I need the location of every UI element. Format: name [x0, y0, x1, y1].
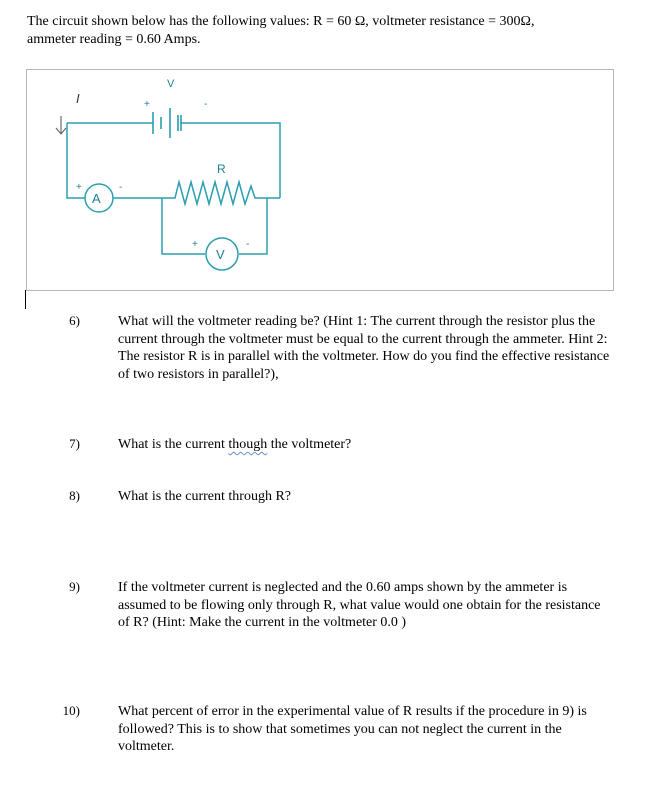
question-text: What is the current through R?	[118, 489, 292, 504]
parallel-right	[239, 198, 267, 254]
question-text-part: What is the current	[118, 437, 229, 452]
question-number: 10)	[62, 703, 80, 718]
problem-intro	[27, 13, 627, 49]
question-number: 9)	[69, 579, 80, 594]
resistor-zigzag	[162, 182, 280, 204]
question-text: If the voltmeter current is neglected and the 0.60 amps shown by the ammeter is assumed to be flowing only through R, what value would one obtain for the resistance of R? (Hint: Make the current in the voltmeter 0.0 )	[118, 580, 601, 630]
ammeter-minus: -	[119, 182, 123, 193]
intro-line-1: The circuit shown below has the following values: R = 60 Ω, voltmeter resistance = 300Ω,	[27, 14, 535, 29]
battery-minus: -	[204, 99, 208, 110]
question-number: 6)	[69, 313, 80, 328]
resistor-label: R	[217, 162, 226, 176]
question-text-part: the voltmeter?	[267, 437, 352, 452]
circuit-figure	[26, 69, 614, 291]
voltmeter-label: V	[216, 247, 225, 262]
intro-line-2: ammeter reading = 0.60 Amps.	[27, 32, 201, 47]
text-cursor	[25, 290, 26, 309]
current-arrow-icon	[56, 116, 66, 134]
current-label: I	[76, 91, 80, 106]
question-text: What will the voltmeter reading be? (Hint 1: The current through the resistor plus the current through the voltmeter must be equal to the current through the ammeter. Hint 2: The resistor R is in parallel with the voltmeter. How do you find the effective resistance of two resistors in parallel?),	[118, 314, 610, 382]
spelling-flag[interactable]: though	[228, 437, 268, 452]
ammeter-label: A	[92, 191, 101, 206]
question-text	[118, 436, 613, 454]
battery-plus: +	[144, 99, 150, 110]
circuit-diagram	[27, 70, 615, 292]
parallel-left	[162, 198, 205, 254]
top-wire-right	[181, 123, 280, 198]
question-number: 8)	[69, 488, 80, 503]
question-number: 7)	[69, 436, 80, 451]
battery-label: V	[167, 78, 175, 90]
question-text: What percent of error in the experimental value of R results if the procedure in 9) is followed? This is to show that sometimes you can not neglect the current in the voltmeter.	[118, 704, 587, 754]
voltmeter-plus: +	[192, 239, 198, 250]
ammeter-plus: +	[76, 182, 82, 193]
battery-symbol	[153, 108, 181, 138]
voltmeter-minus: -	[246, 239, 250, 250]
